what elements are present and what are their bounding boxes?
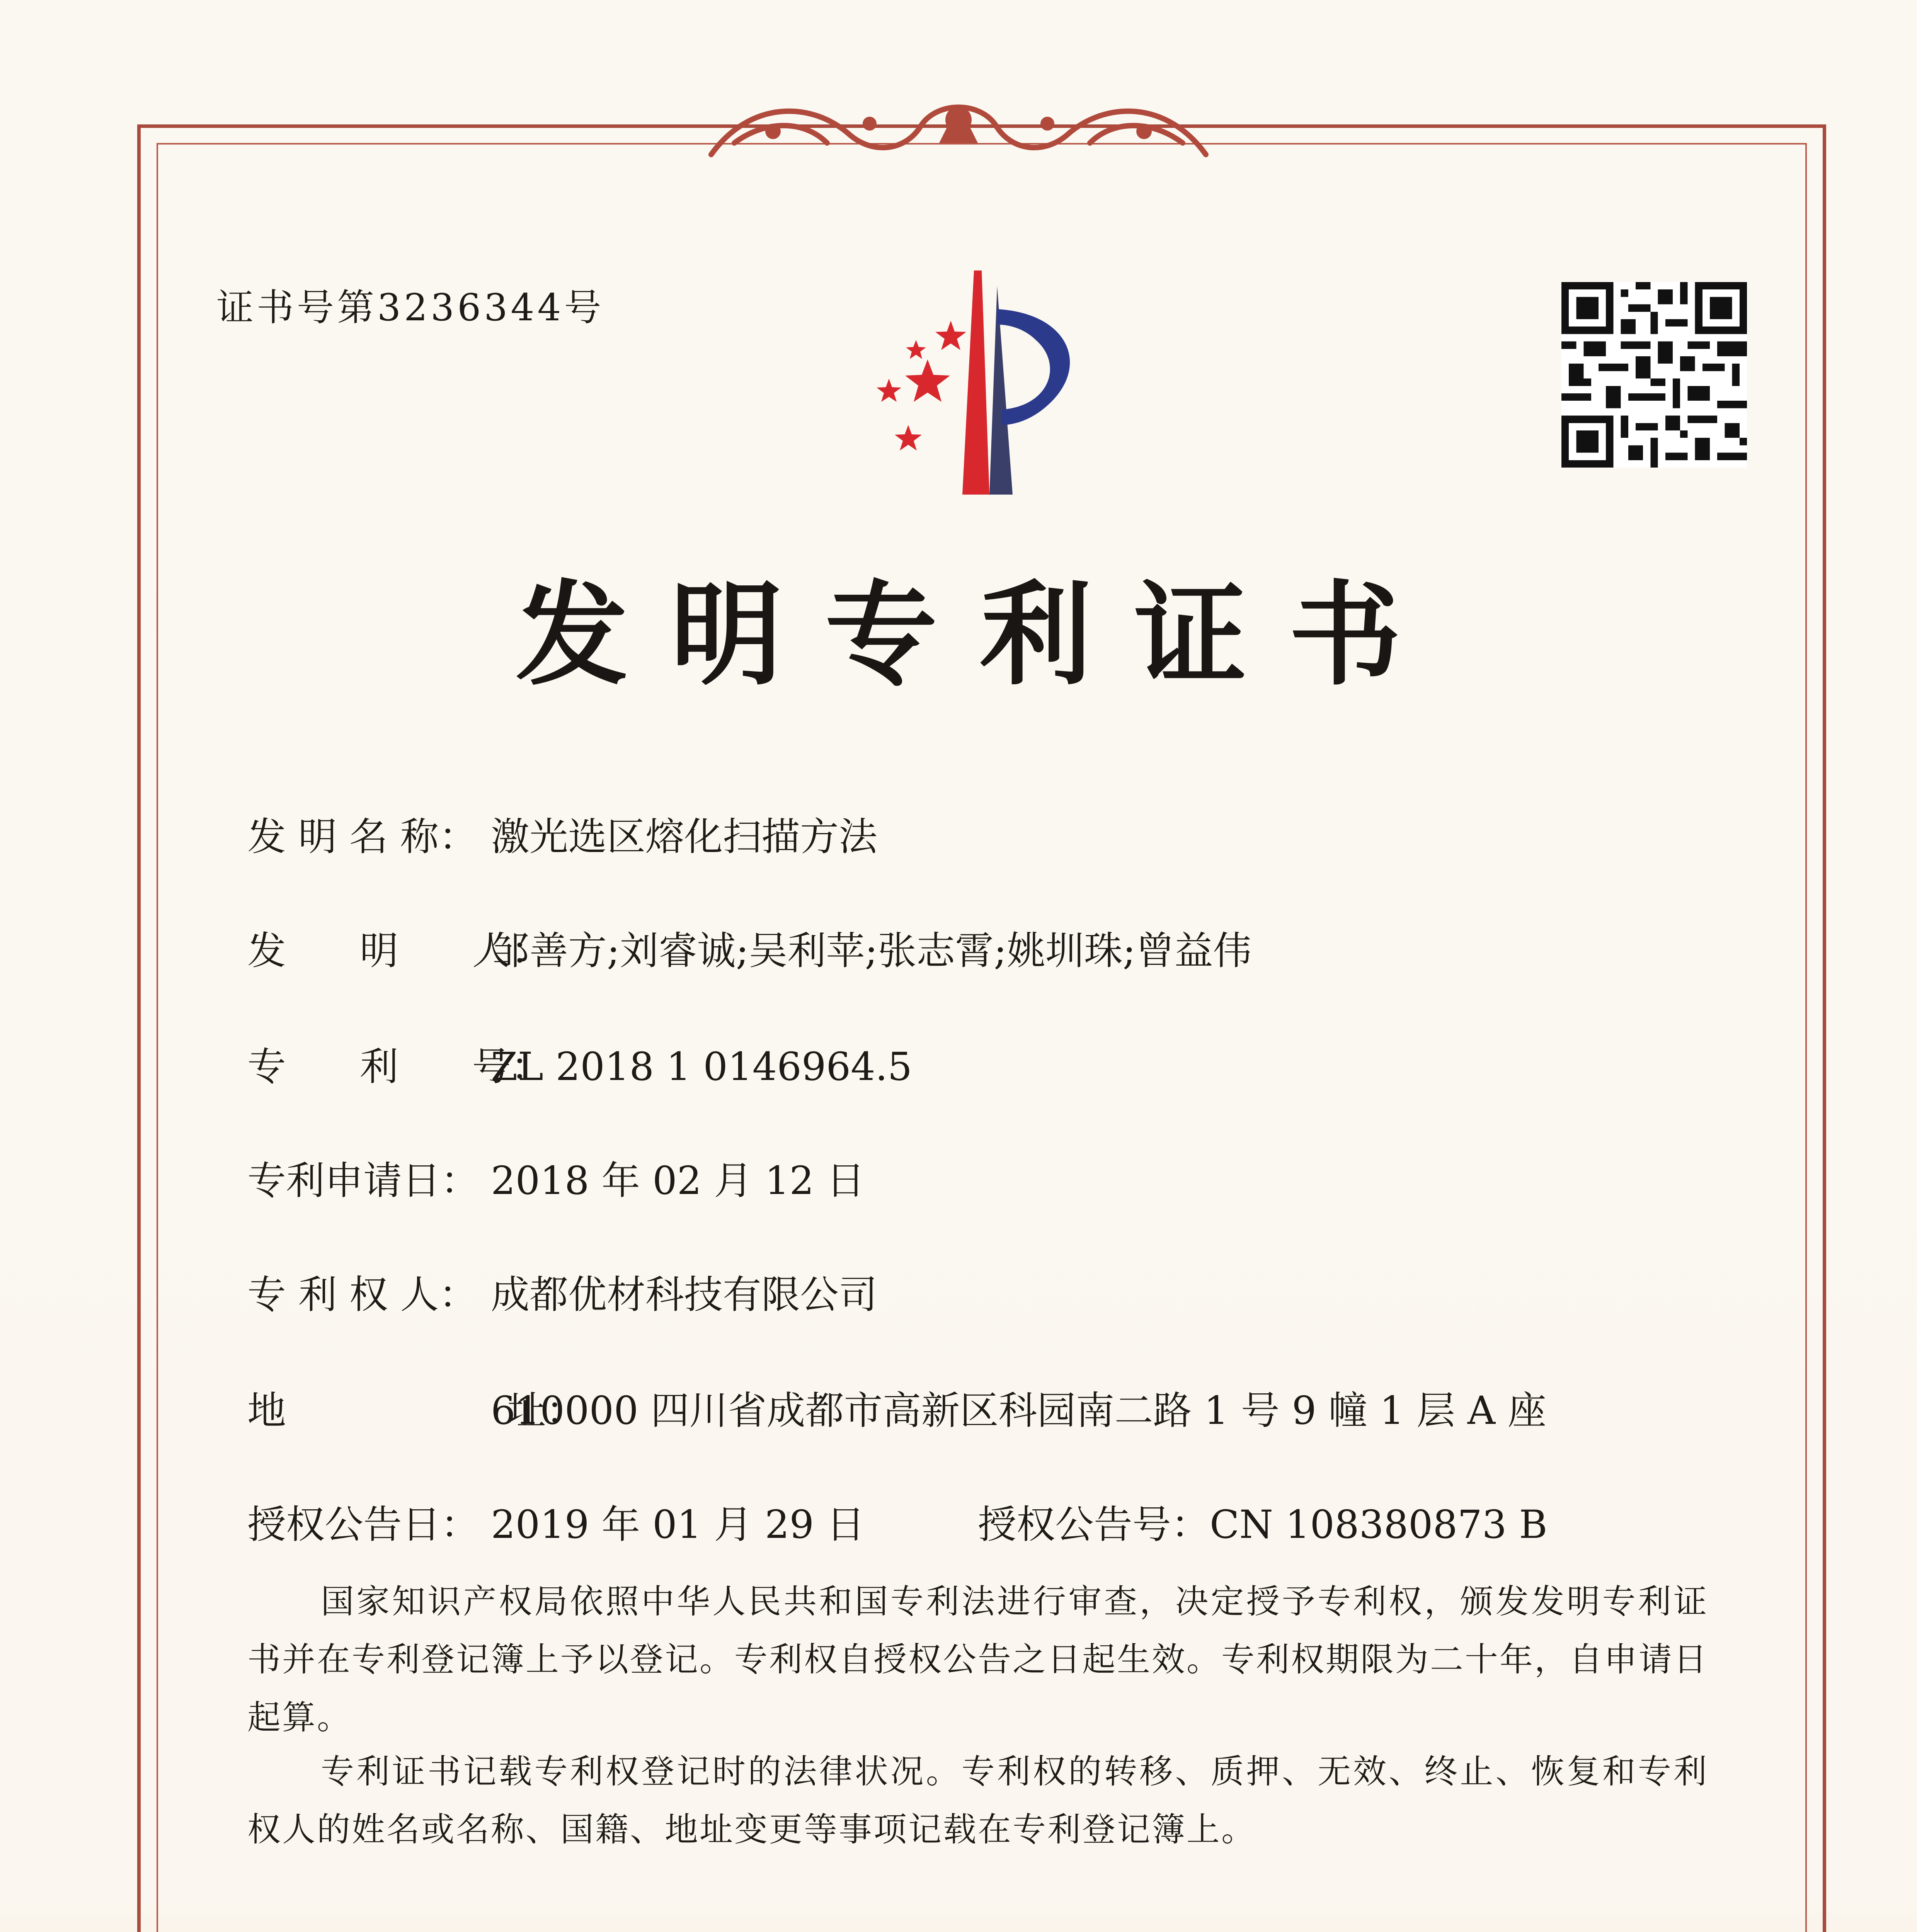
- patent-office-logo: [835, 263, 1144, 502]
- qr-code: [1561, 282, 1747, 468]
- field-label: 发 明 人：: [247, 928, 550, 973]
- top-ornament: [688, 77, 1229, 178]
- field-label: 专利申请日：: [247, 1158, 479, 1203]
- field-inventors: [247, 920, 1251, 975]
- field-value: 610000 四川省成都市高新区科园南二路 1 号 9 幢 1 层 A 座: [491, 1388, 1546, 1433]
- field-value: 2018 年 02 月 12 日: [491, 1158, 865, 1203]
- field-label: 专 利 号：: [247, 1044, 550, 1089]
- field-label: 授权公告日：: [247, 1502, 479, 1547]
- field-grant-announcement-date: [247, 1493, 865, 1549]
- field-address: [247, 1379, 1546, 1435]
- field-label: 地 址：: [247, 1388, 585, 1433]
- certificate-number: 证书号第3236344号: [216, 286, 604, 329]
- field-value: 成都优材科技有限公司: [491, 1272, 877, 1317]
- field-value: 邹善方;刘睿诚;吴利苹;张志霄;姚圳珠;曾益伟: [491, 928, 1252, 973]
- field-patent-number: [247, 1036, 912, 1091]
- field-label: 授权公告号：: [978, 1502, 1210, 1547]
- field-label: 专 利 权 人：: [247, 1272, 478, 1317]
- field-value: ZL 2018 1 0146964.5: [491, 1044, 913, 1089]
- field-label: 发 明 名 称：: [247, 814, 478, 859]
- field-invention-name: [247, 806, 877, 861]
- field-application-date: [247, 1150, 865, 1205]
- body-paragraph-2: 专利证书记载专利权登记时的法律状况。专利权的转移、质押、无效、终止、恢复和专利权人的姓名或名称、国籍、地址变更等事项记载在专利登记簿上。: [247, 1752, 1708, 1849]
- field-value: CN 108380873 B: [1210, 1502, 1548, 1547]
- field-value: 激光选区熔化扫描方法: [491, 814, 877, 859]
- body-paragraph-1: 国家知识产权局依照中华人民共和国专利法进行审查，决定授予专利权，颁发发明专利证书并在专利登记簿上予以登记。专利权自授权公告之日起生效。专利权期限为二十年，自申请日起算。: [247, 1582, 1708, 1737]
- field-patentee: [247, 1264, 877, 1319]
- certificate-title: 发明专利证书: [516, 570, 1444, 701]
- field-value: 2019 年 01 月 29 日: [491, 1502, 865, 1547]
- field-grant-announcement-number: [978, 1493, 1548, 1549]
